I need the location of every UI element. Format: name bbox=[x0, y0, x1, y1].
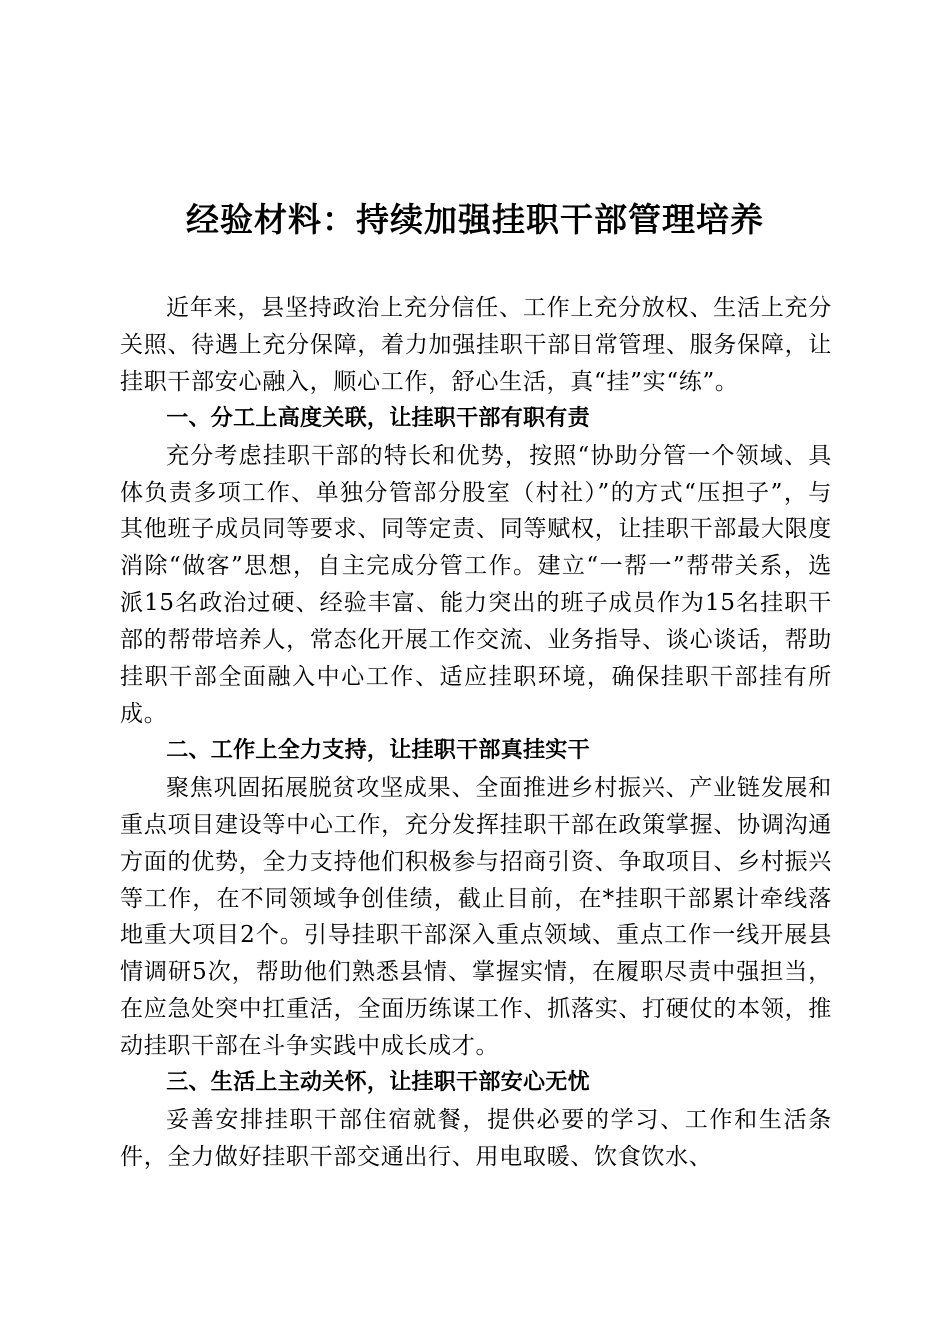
section-heading-3: 三、生活上主动关怀，让挂职干部安心无忧 bbox=[166, 1070, 590, 1096]
section-body-1: 充分考虑挂职干部的特长和优势，按照“协助分管一个领域、具体负责多项工作、单独分管部分股室（村社）”的方式“压担子”，与其他班子成员同等要求、同等定责、同等赋权，让挂职干部最大限度消除“做客”思想，自主完成分管工作。建立“一帮一”帮带关系，选派15名政治过硬、经验丰富、能力突出的班子成员作为15名挂职干部的帮带培养人，常态化开展工作交流、业务指导、谈心谈话，帮助挂职干部全面融入中心工作、适应挂职环境，确保挂职干部挂有所成。 bbox=[120, 442, 832, 727]
section-heading-2: 二、工作上全力支持，让挂职干部真挂实干 bbox=[166, 737, 590, 763]
section-body-3: 妥善安排挂职干部住宿就餐，提供必要的学习、工作和生活条件，全力做好挂职干部交通出行、用电取暖、饮食饮水、 bbox=[120, 1106, 832, 1170]
section-heading-1: 一、分工上高度关联，让挂职干部有职有责 bbox=[166, 405, 590, 431]
document-title: 经验材料：持续加强挂职干部管理培养 bbox=[186, 200, 764, 239]
intro-paragraph: 近年来，县坚持政治上充分信任、工作上充分放权、生活上充分关照、待遇上充分保障，着力加强挂职干部日常管理、服务保障，让挂职干部安心融入，顺心工作，舒心生活，真“挂”实“练”。 bbox=[120, 295, 832, 395]
section-body-2: 聚焦巩固拓展脱贫攻坚成果、全面推进乡村振兴、产业链发展和重点项目建设等中心工作，充分发挥挂职干部在政策掌握、协调沟通方面的优势，全力支持他们积极参与招商引资、争取项目、乡村振兴等工作，在不同领域争创佳绩，截止目前，在*挂职干部累计牵线落地重大项目2个。引导挂职干部深入重点领域、重点工作一线开展县情调研5次，帮助他们熟悉县情、掌握实情，在履职尽责中强担当，在应急处突中扛重活，全面历练谋工作、抓落实、打硬仗的本领，推动挂职干部在斗争实践中成长成才。 bbox=[120, 774, 832, 1060]
document-body bbox=[120, 290, 832, 1176]
